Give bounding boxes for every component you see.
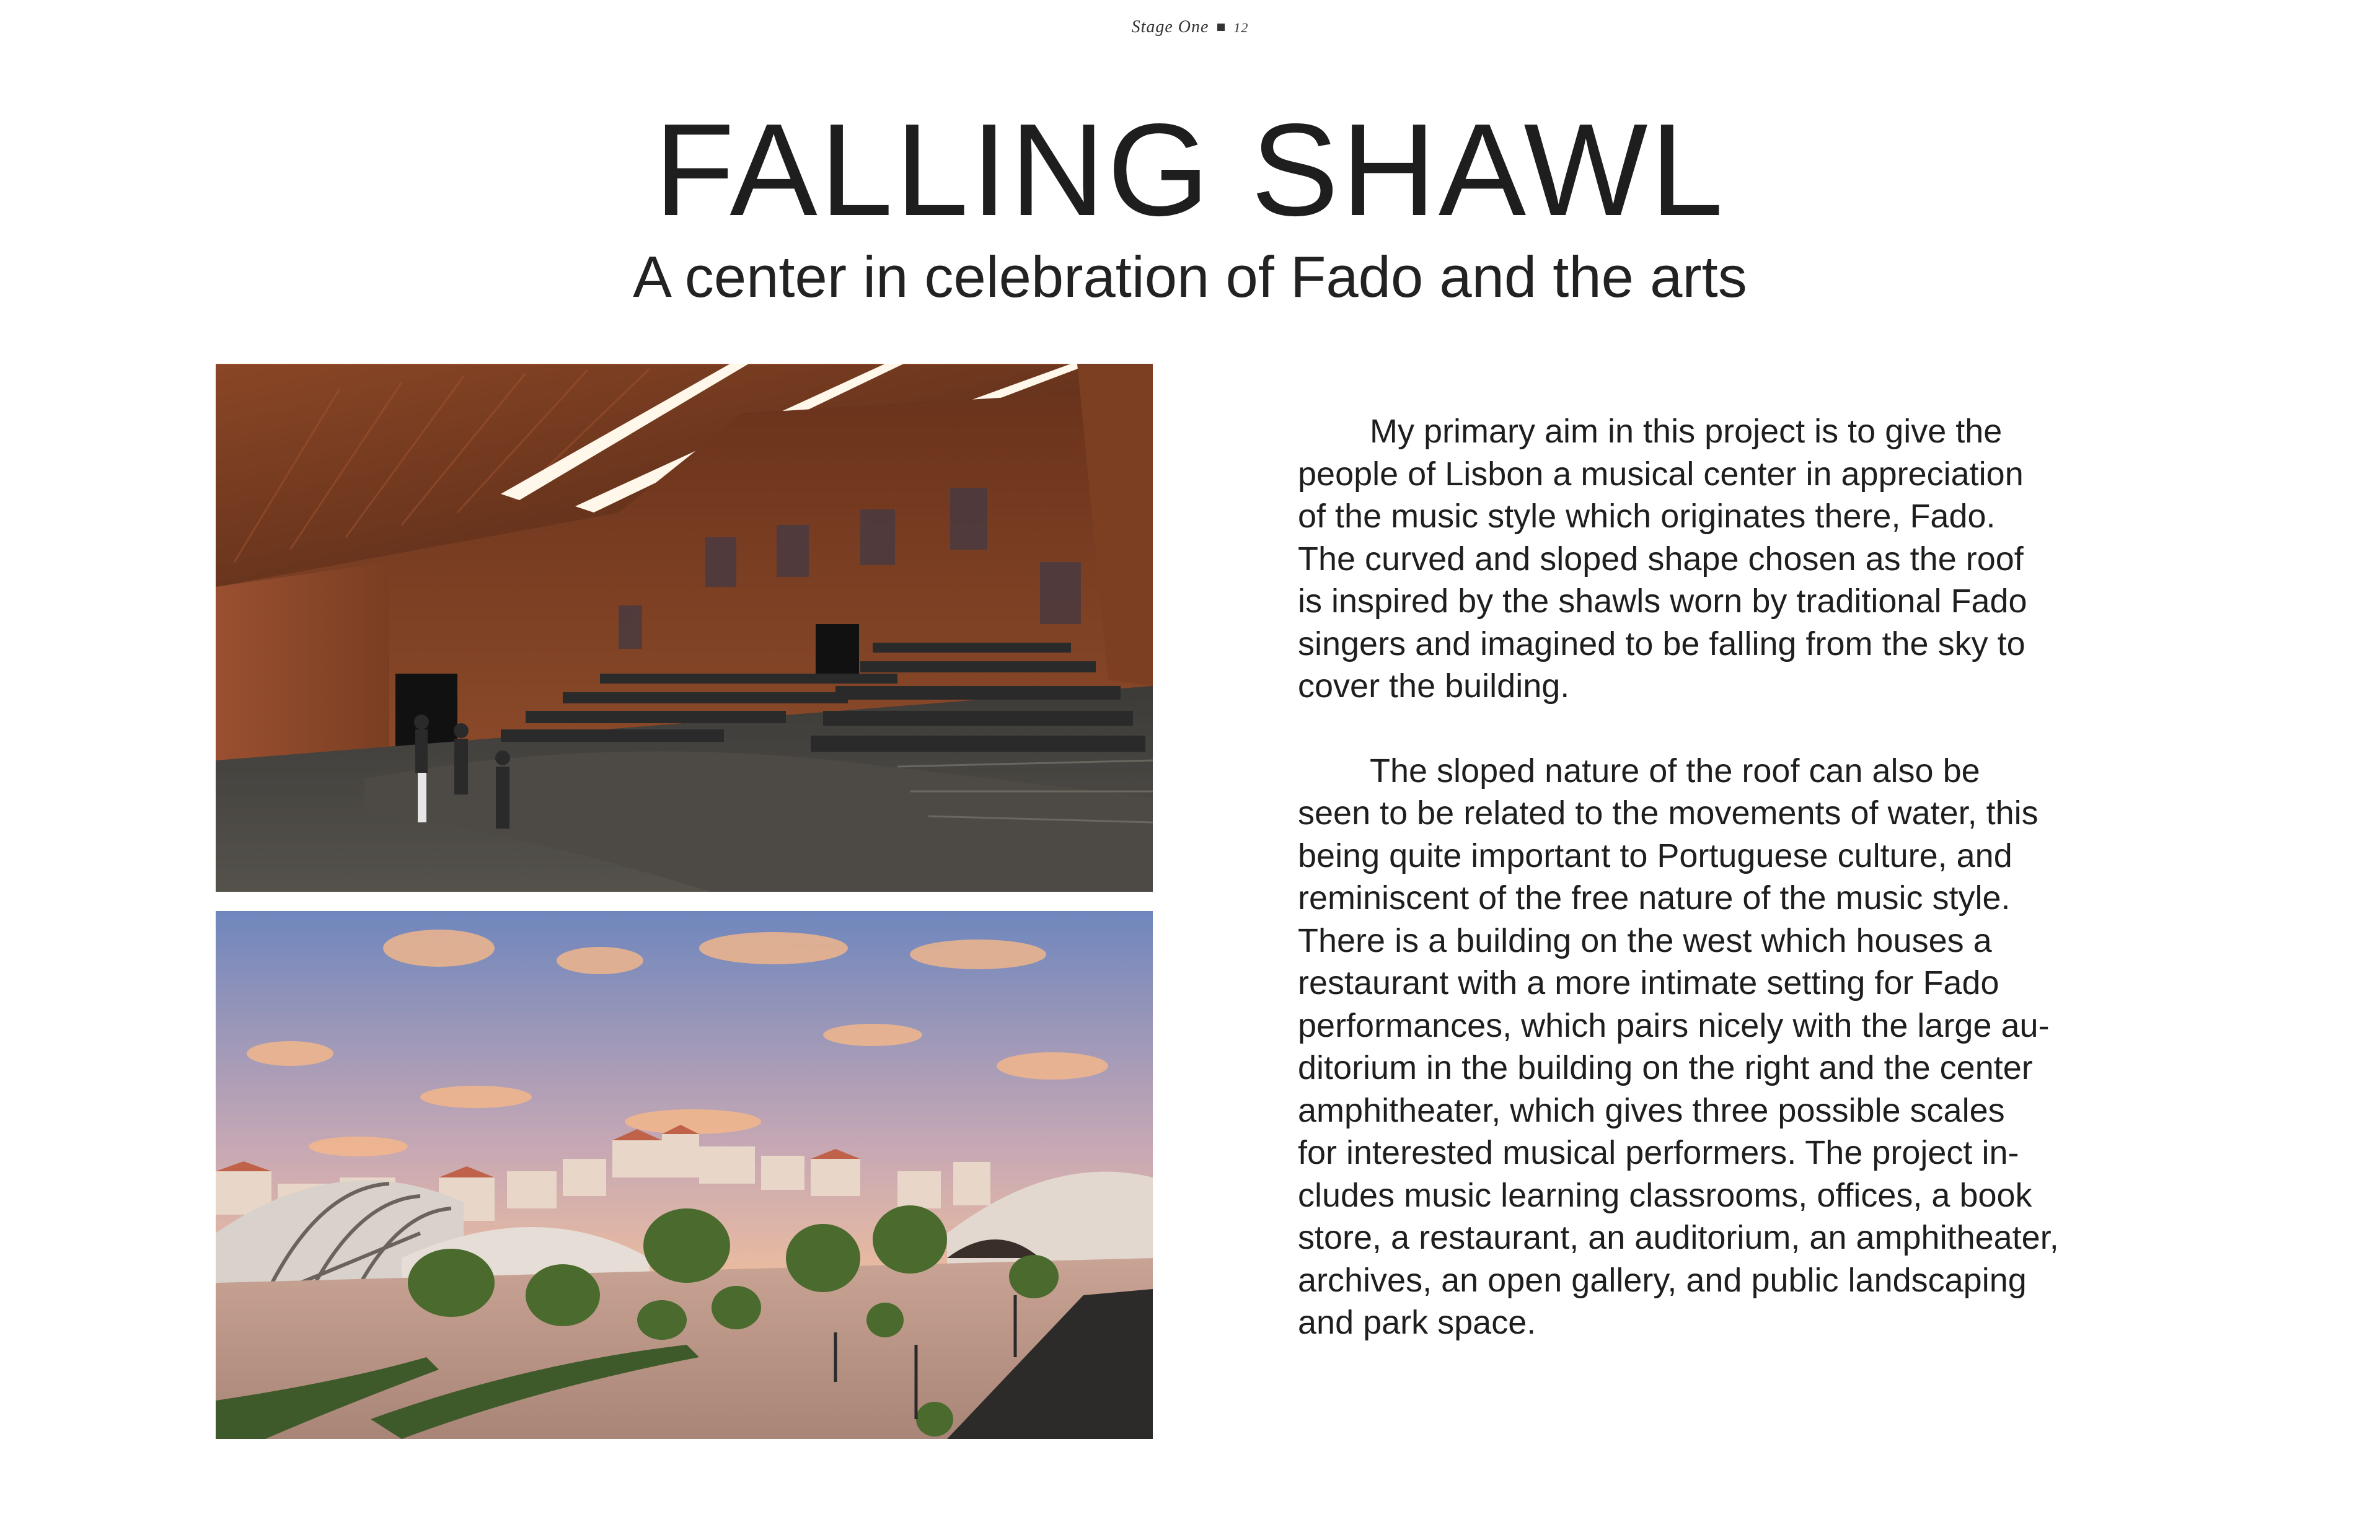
- page-number: 12: [1233, 20, 1249, 35]
- body-line: My primary aim in this project is to give the: [1370, 413, 2003, 450]
- body-line: restaurant with a more intimate setting for Fado: [1298, 964, 1999, 1001]
- body-text: [1298, 410, 2122, 1344]
- page-title: FALLING SHAWL: [654, 96, 1726, 243]
- exterior-illustration: [216, 911, 1153, 1439]
- body-line: is inspired by the shawls worn by traditional Fado: [1298, 583, 2027, 620]
- body-line: cover the building.: [1298, 667, 1570, 705]
- body-line: There is a building on the west which houses a: [1298, 922, 1992, 959]
- body-line: and park space.: [1298, 1304, 1536, 1341]
- body-line: The curved and sloped shape chosen as the roof: [1298, 540, 2024, 578]
- body-paragraph: [1298, 750, 2122, 1344]
- body-line: reminiscent of the free nature of the music style.: [1298, 879, 2011, 917]
- body-line: cludes music learning classrooms, offices, a book: [1298, 1176, 2032, 1214]
- section-name: Stage One: [1131, 17, 1209, 37]
- auditorium-illustration: [216, 364, 1153, 892]
- body-paragraph: [1298, 410, 2122, 708]
- body-line: amphitheater, which gives three possible scales: [1298, 1091, 2005, 1129]
- body-line: people of Lisbon a musical center in appreciation: [1298, 455, 2024, 493]
- page-subtitle: A center in celebration of Fado and the arts: [633, 244, 1747, 309]
- body-line: of the music style which originates there, Fado.: [1298, 498, 1996, 535]
- body-line: being quite important to Portuguese culture, and: [1298, 837, 2012, 874]
- body-line: for interested musical performers. The project in-: [1298, 1134, 2019, 1171]
- separator-square: [1217, 24, 1225, 31]
- body-line: seen to be related to the movements of water, this: [1298, 794, 2038, 832]
- running-header: [0, 17, 2380, 37]
- body-line: performances, which pairs nicely with the large au-: [1298, 1006, 2050, 1044]
- exterior-sunset-render: [216, 911, 1153, 1439]
- body-line: singers and imagined to be falling from the sky to: [1298, 625, 2025, 662]
- body-line: store, a restaurant, an auditorium, an amphitheater,: [1298, 1219, 2059, 1256]
- body-line: archives, an open gallery, and public landscaping: [1298, 1261, 2027, 1299]
- body-line: ditorium in the building on the right and the center: [1298, 1049, 2033, 1086]
- auditorium-interior-render: [216, 364, 1153, 892]
- body-line: The sloped nature of the roof can also be: [1370, 752, 1980, 790]
